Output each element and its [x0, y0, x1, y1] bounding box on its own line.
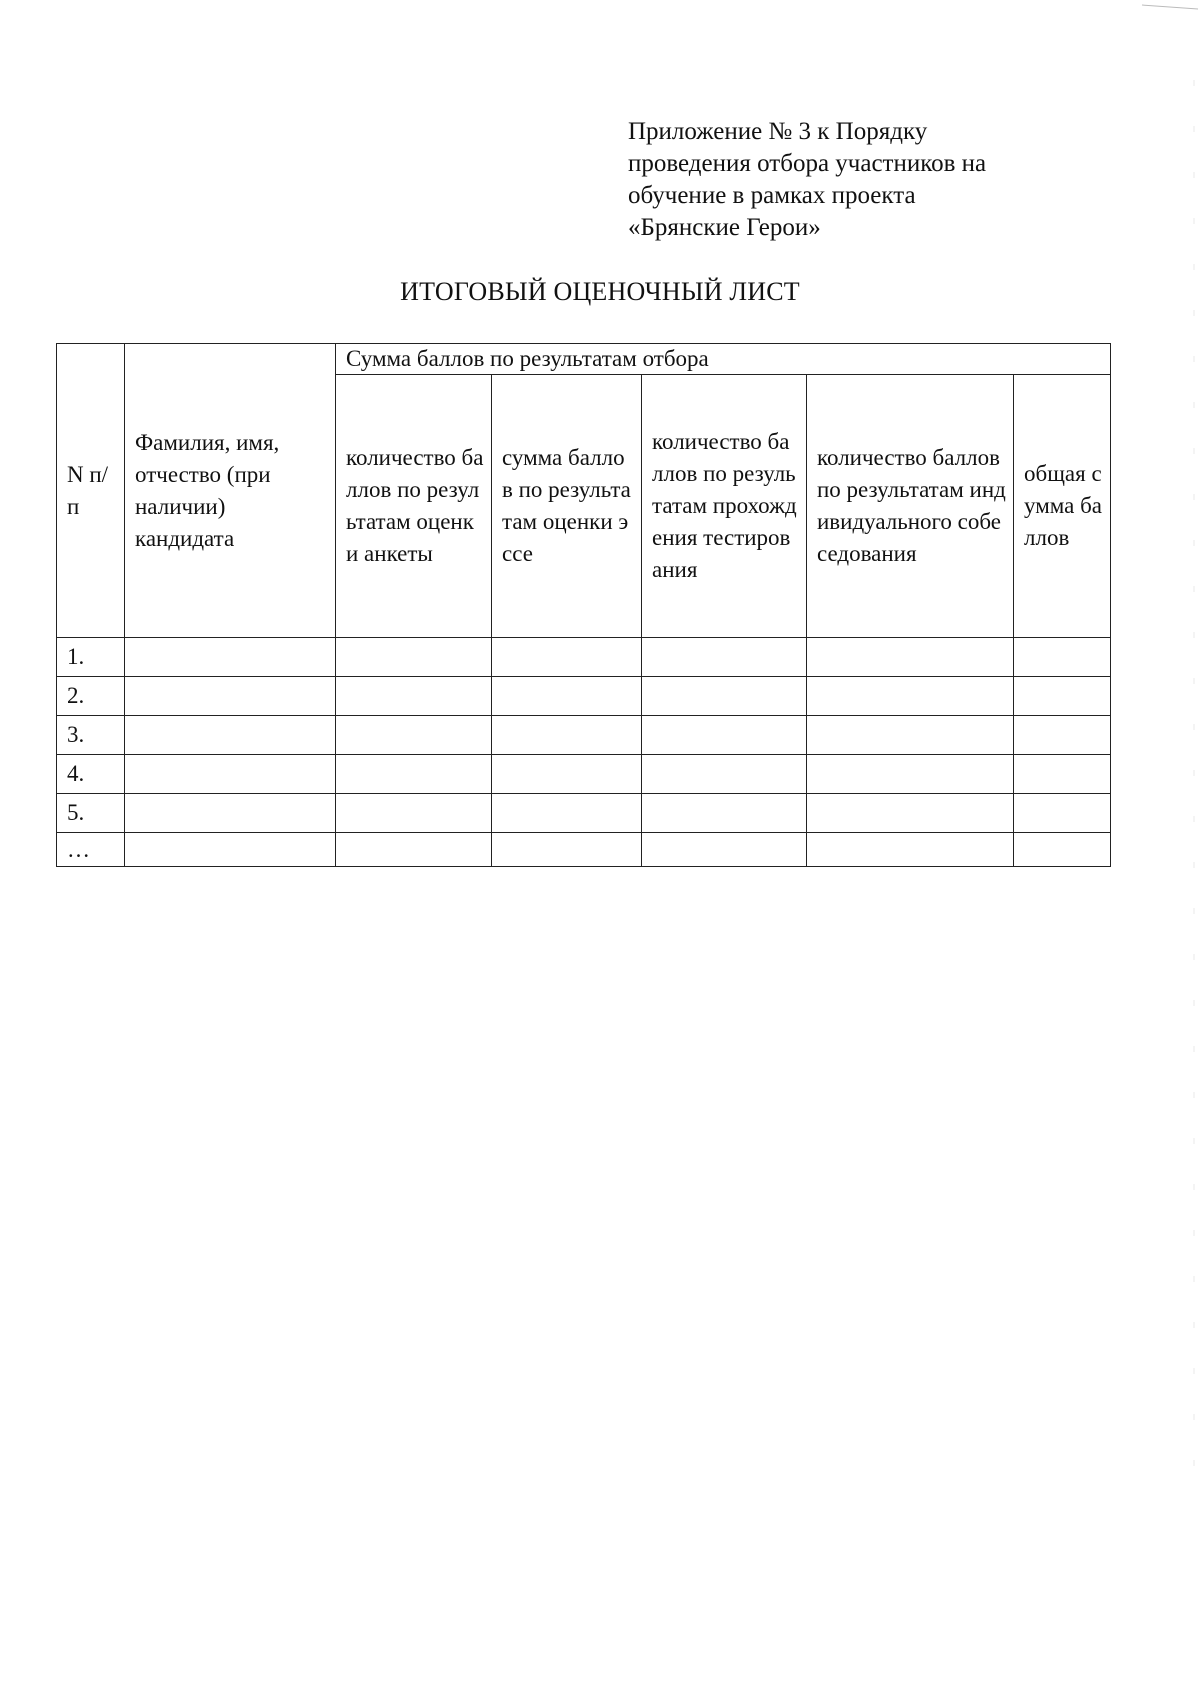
table-cell	[642, 638, 807, 677]
table-row	[57, 677, 1111, 716]
table-cell	[336, 794, 492, 833]
table-cell	[336, 677, 492, 716]
table-cell	[125, 755, 336, 794]
table-cell	[492, 716, 642, 755]
table-cell	[1014, 794, 1111, 833]
table-cell	[642, 755, 807, 794]
row-number: 5.	[57, 794, 125, 833]
table-cell	[642, 716, 807, 755]
table-cell	[125, 638, 336, 677]
appendix-line: «Брянские Герои»	[628, 214, 821, 241]
table-cell	[492, 755, 642, 794]
header-total-score: общая сумма баллов	[1014, 375, 1111, 638]
row-number: …	[57, 833, 125, 867]
document-title: ИТОГОВЫЙ ОЦЕНОЧНЫЙ ЛИСТ	[400, 277, 800, 306]
table-cell	[336, 833, 492, 867]
table-cell	[642, 833, 807, 867]
table-cell	[807, 638, 1014, 677]
row-number: 3.	[57, 716, 125, 755]
table-row	[57, 833, 1111, 867]
table-cell	[125, 716, 336, 755]
table-cell	[336, 716, 492, 755]
appendix-note	[628, 116, 986, 244]
table-row	[57, 794, 1111, 833]
table-cell	[336, 755, 492, 794]
row-number: 1.	[57, 638, 125, 677]
table-cell	[492, 833, 642, 867]
table-cell	[492, 794, 642, 833]
table-row	[57, 716, 1111, 755]
scan-edge-mark	[1192, 80, 1196, 1480]
appendix-line: обучение в рамках проекта	[628, 182, 916, 209]
table-row	[57, 638, 1111, 677]
header-number: N п/п	[57, 344, 125, 638]
table-cell	[492, 638, 642, 677]
table-cell	[807, 677, 1014, 716]
table-cell	[642, 677, 807, 716]
row-number: 4.	[57, 755, 125, 794]
table-cell	[1014, 677, 1111, 716]
appendix-line: проведения отбора участников на	[628, 150, 987, 177]
appendix-line: Приложение № 3 к Порядку	[628, 118, 928, 145]
header-questionnaire-score: количество баллов по результатам оценки анкеты	[336, 375, 492, 638]
header-test-score: количество баллов по результатам прохождения тестирования	[642, 375, 807, 638]
table-cell	[336, 638, 492, 677]
header-essay-score: сумма баллов по результатам оценки эссе	[492, 375, 642, 638]
table-cell	[1014, 755, 1111, 794]
table-row	[57, 755, 1111, 794]
table-cell	[125, 794, 336, 833]
table-cell	[642, 794, 807, 833]
table-cell	[807, 716, 1014, 755]
scan-artifact	[1140, 0, 1200, 20]
table-cell	[125, 677, 336, 716]
header-interview-score: количество баллов по результатам индивидуального собеседования	[807, 375, 1014, 638]
table-cell	[807, 755, 1014, 794]
row-number: 2.	[57, 677, 125, 716]
table-cell	[1014, 833, 1111, 867]
table-cell	[1014, 716, 1111, 755]
evaluation-table	[56, 343, 1111, 867]
header-full-name: Фамилия, имя, отчество (при наличии) кандидата	[125, 344, 336, 638]
table-cell	[125, 833, 336, 867]
table-cell	[492, 677, 642, 716]
header-score-group: Сумма баллов по результатам отбора	[336, 344, 1111, 375]
table-cell	[1014, 638, 1111, 677]
table-cell	[807, 794, 1014, 833]
table-cell	[807, 833, 1014, 867]
